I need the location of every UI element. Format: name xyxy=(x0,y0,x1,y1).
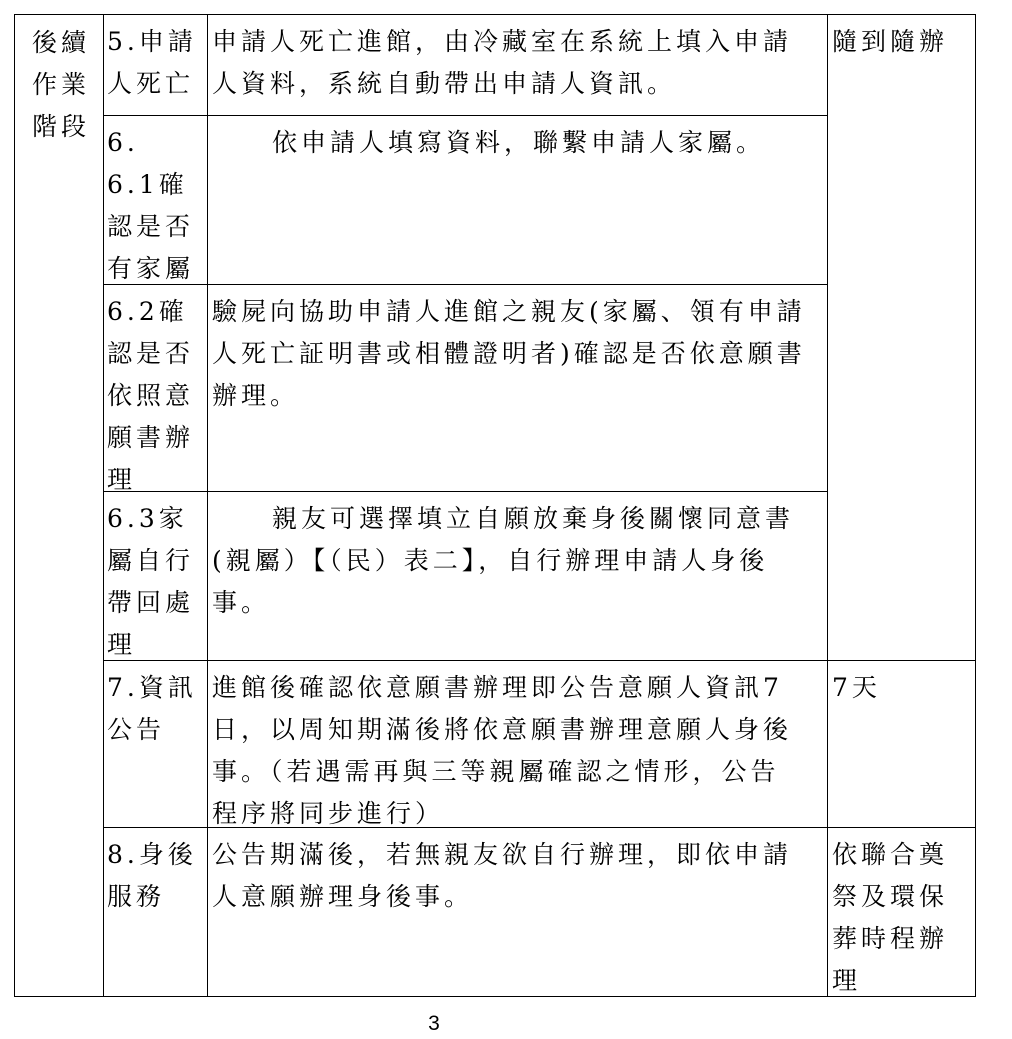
step-cell-8: 8.身後 服務 xyxy=(107,840,197,911)
desc-cell-6-3: 親友可選擇填立自願放棄身後關懷同意書 (親屬）【（民）表二】，自行辦理申請人身後 事。 xyxy=(212,504,795,617)
time-cell-7: 7天 xyxy=(832,673,881,702)
desc-cell-5: 申請人死亡進館，由冷藏室在系統上填入申請 人資料，系統自動帶出申請人資訊。 xyxy=(212,27,793,98)
step-cell-6-3: 6.3家 屬自行 帶回處 理 xyxy=(107,504,195,659)
desc-cell-7: 進館後確認依意願書辦理即公告意願人資訊7 日，以周知期滿後將依意願書辦理意願人身後 事。（若遇需再與三等親屬確認之情形，公告 程序將同步進行） xyxy=(212,673,793,827)
step-cell-6-2: 6.2確 認是否 依照意 願書辦 理 xyxy=(107,297,195,491)
time-cell-8: 依聯合奠 祭及環保 葬時程辦 理 xyxy=(832,840,949,995)
desc-cell-6-1: 依申請人填寫資料，聯繫申請人家屬。 xyxy=(272,128,766,157)
desc-cell-8: 公告期滿後，若無親友欲自行辦理，即依申請 人意願辦理身後事。 xyxy=(212,840,793,911)
step-cell-5: 5.申請 人死亡 xyxy=(107,27,197,98)
step-cell-6-1: 6. 6.1確 認是否 有家屬 xyxy=(107,128,195,283)
page-number: 3 xyxy=(428,1012,440,1035)
time-cell-5-6: 隨到隨辦 xyxy=(832,27,949,56)
phase-cell: 後續 作業 階段 xyxy=(32,28,91,141)
desc-cell-6-2: 驗屍向協助申請人進館之親友(家屬、領有申請 人死亡証明書或相體證明者)確認是否依意願書 辦理。 xyxy=(212,297,806,410)
step-cell-7: 7.資訊 公告 xyxy=(107,673,197,744)
